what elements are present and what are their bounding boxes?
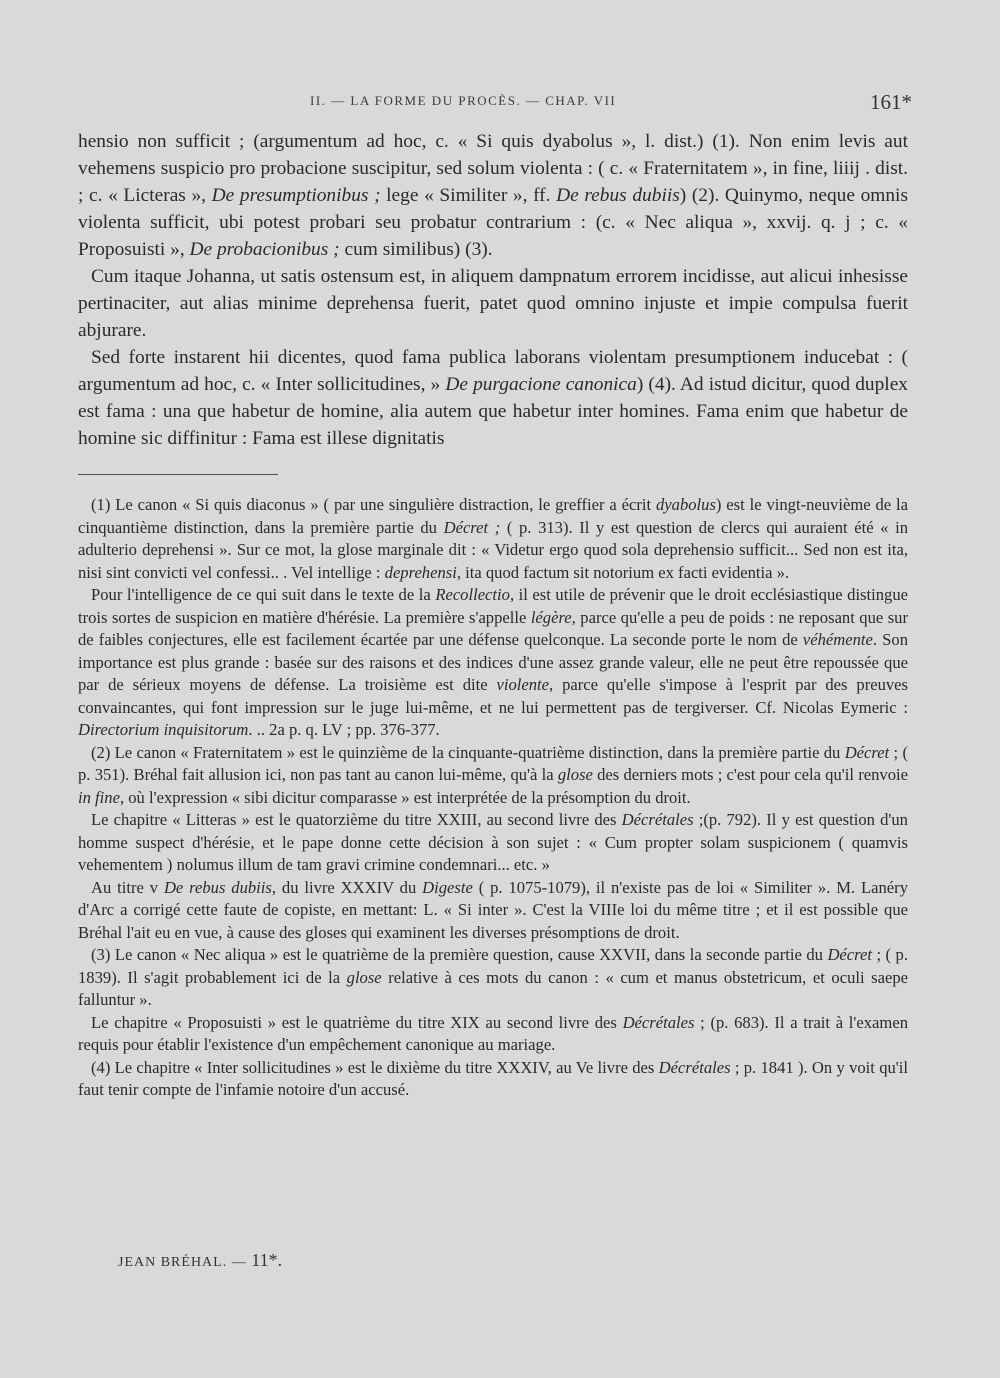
italic-text: Décret xyxy=(844,742,890,762)
text-run: ; ( p. 351). Bréhal fait allusion ici, non pas tant au canon lui-même, qu'à la xyxy=(78,742,908,784)
italic-text: De rebus dubiis xyxy=(163,877,272,897)
italic-text: De presumptionibus ; xyxy=(211,185,381,206)
footnote-paragraph xyxy=(78,877,908,945)
text-run: ; ( p. 1839). Il s'agit probablement ici de la xyxy=(78,945,909,987)
italic-text: glose xyxy=(557,765,593,784)
text-run: . .. 2a p. q. LV ; pp. 376-377. xyxy=(248,720,440,739)
text-run: des derniers mots ; c'est pour cela qu'il renvoie xyxy=(592,765,908,784)
main-text xyxy=(78,128,908,452)
italic-text: Directorium inquisitorum xyxy=(78,720,249,739)
italic-text: Recollectio xyxy=(435,585,510,604)
footnote-paragraph xyxy=(78,584,908,742)
text-run: . Son importance est plus grande : basée sur des raisons et des indices d'une assez grande valeur, elle ne peut être repoussée que par de sérieux moyens de défense. La troisième est dite xyxy=(78,630,908,694)
italic-text: in fine xyxy=(78,787,120,807)
text-run: ) (2). Quinymo, neque omnis violenta sufficit, ubi potest probari seu probatur contrarium : (c. « Nec aliqua », xxvij. q. j ; c. « Proposuisti », xyxy=(78,185,908,260)
text-run: , du livre XXXIV du xyxy=(271,877,423,897)
text-run: Pour l'intelligence de ce qui suit dans le texte de la xyxy=(91,585,436,604)
text-run: Le chapitre « Litteras » est le quatorzième du titre XXIII, au second livre des xyxy=(91,810,622,829)
footnote-paragraph xyxy=(78,1057,908,1102)
text-run: ;(p. 792). Il y est question d'un homme suspect d'hérésie, et le pape donne cette décision à son sujet : « Cum propter solam suspicionem ( quamvis vehementem ) nolumus illum de tam gravi crimine condemnari... etc. » xyxy=(78,810,908,874)
text-run: ( p. 1075-1079), il n'existe pas de loi « Similiter ». M. Lanéry d'Arc a corrigé cette faute de copiste, en mettant: L. « Si inter ». C'est la VIIIe loi du même titre ; et il est possible que Bréhal l'ait eu en vue, à cause des gloses qui examinent les diverses présomptions de droit. xyxy=(78,877,908,942)
italic-text: Digeste xyxy=(422,877,473,897)
footnote-rule xyxy=(78,474,278,475)
text-run: hensio non sufficit ; (argumentum ad hoc, c. « Si quis dyabolus », l. dist.) (1). Non enim levis aut vehemens suspicio pro probacione suscipitur, sed solum violenta : ( c. « Fraternitatem », in fine, liiij . dist. ; c. « Licteras », xyxy=(78,131,908,206)
page-number: 161* xyxy=(870,90,912,114)
italic-text: Décret xyxy=(827,945,872,964)
text-run: Sed forte instarent hii dicentes, quod fama publica laborans violentam presumptionem inducebat : ( argumentum ad hoc, c. « Inter sollicitudines, » xyxy=(78,347,908,395)
text-run: ( p. 313). Il y est question de clercs qui auraient été « in adulterio deprehensi ». Sur ce mot, la glose marginale dit : « Videtur ergo quod sola deprehensio sufficit... Sed non est ita, nisi sint convicti vel confessi.. . Vel intellige : xyxy=(78,517,908,582)
text-run: , ita quod factum sit notorium ex facti evidentia ». xyxy=(456,562,790,582)
text-run: Au titre v xyxy=(91,877,164,897)
italic-text: légère xyxy=(530,607,572,627)
footnotes xyxy=(78,494,908,1102)
text-run: Le chapitre « Proposuisti » est le quatrième du titre XIX au second livre des xyxy=(91,1012,623,1032)
italic-text: Décret ; xyxy=(443,517,501,537)
footnote-paragraph xyxy=(78,1012,908,1057)
italic-text: De probacionibus ; xyxy=(189,239,340,260)
text-run: Cum itaque Johanna, ut satis ostensum est, in aliquem dampnatum errorem incidisse, aut alicui inhesisse pertinaciter, aut alias minime deprehensa fuerit, patet quod omnino injuste et impie compulsa fuerit abjurare. xyxy=(78,266,908,341)
main-paragraph xyxy=(78,128,908,263)
signature-number: 11*. xyxy=(251,1250,283,1270)
italic-text: De rebus dubiis xyxy=(556,185,680,206)
text-run: , parce qu'elle a peu de poids : ne reposant que sur de faibles conjectures, elle est facilement écartée par une défense quelconque. La seconde porte le nom de xyxy=(78,607,908,649)
footnote-paragraph xyxy=(78,944,908,1012)
running-head: II. — LA FORME DU PROCÈS. — CHAP. VII xyxy=(310,93,617,108)
italic-text: dyabolus xyxy=(655,495,716,514)
main-paragraph xyxy=(78,344,908,452)
text-run: (1) Le canon « Si quis diaconus » ( par une singulière distraction, le greffier a écrit xyxy=(91,495,656,514)
italic-text: Décrétales xyxy=(622,1012,695,1032)
text-run: , parce qu'elle s'impose à l'esprit par des preuves convaincantes, qui font impression sur le juge lui-même, et ne lui permettent pas de tergiverser. Cf. Nicolas Eymeric : xyxy=(78,675,908,717)
signature-label: JEAN BRÉHAL. — xyxy=(118,1255,247,1270)
text-run: relative à ces mots du canon : « cum et manus obstetricum, et oculi saepe falluntur ». xyxy=(78,967,908,1009)
text-run: ) est le vingt-neuvième de la cinquantième distinction, dans la première partie du xyxy=(78,495,908,537)
text-run: ) (4). Ad istud dicitur, quod duplex est fama : una que habetur de homine, alia autem que habetur inter homines. Fama enim que habetur de homine sic diffinitur : Fama est illese dignitatis xyxy=(78,374,908,449)
text-run: lege « Similiter », ff. xyxy=(380,185,557,206)
signature-mark xyxy=(118,1250,282,1271)
italic-text: glose xyxy=(346,967,382,987)
text-run: , il est utile de prévenir que le droit ecclésiastique distingue trois sortes de suspicion en matière d'hérésie. La première s'appelle xyxy=(78,585,908,627)
footnote-paragraph xyxy=(78,809,908,877)
main-paragraph xyxy=(78,263,908,344)
text-run: (2) Le canon « Fraternitatem » est le quinzième de la cinquante-quatrième distinction, dans la première partie du xyxy=(91,742,845,762)
italic-text: De purgacione canonica xyxy=(445,374,637,395)
italic-text: Décrétales xyxy=(621,810,694,829)
text-run: ; p. 1841 ). On y voit qu'il faut tenir compte de l'infamie notoire d'un accusé. xyxy=(78,1057,908,1099)
italic-text: Décrétales xyxy=(658,1057,731,1077)
footnote-paragraph xyxy=(78,742,908,810)
italic-text: véhémente xyxy=(802,630,873,649)
text-run: , où l'expression « sibi dicitur comparasse » est interprétée de la présomption du droit. xyxy=(119,787,691,807)
text-run: ; (p. 683). Il a trait à l'examen requis pour établir l'existence d'un empêchement canonique au mariage. xyxy=(78,1012,908,1054)
italic-text: deprehensi xyxy=(384,562,457,582)
footnote-paragraph xyxy=(78,494,908,584)
text-run: (3) Le canon « Nec aliqua » est le quatrième de la première question, cause XXVII, dans la seconde partie du xyxy=(91,945,828,964)
italic-text: violente xyxy=(496,675,550,694)
text-run: cum similibus) (3). xyxy=(339,239,493,260)
text-run: (4) Le chapitre « Inter sollicitudines » est le dixième du titre XXXIV, au Ve livre des xyxy=(91,1057,659,1077)
